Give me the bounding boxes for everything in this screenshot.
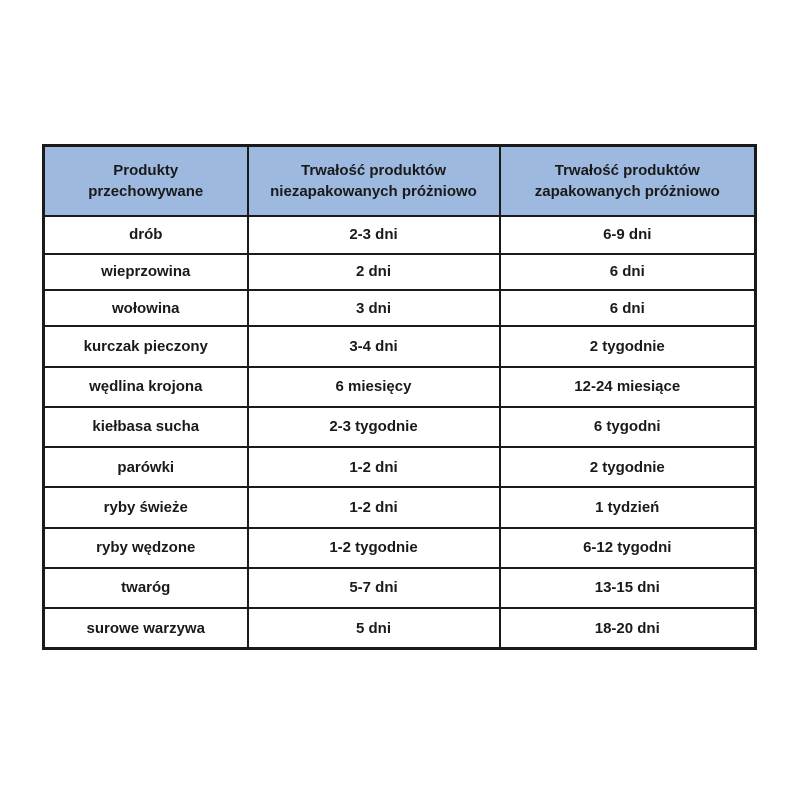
cell-product: ryby świeże [44,487,248,527]
cell-product: kiełbasa sucha [44,407,248,447]
table-row [44,407,756,447]
table-header-row [44,146,756,216]
cell-product: kurczak pieczony [44,326,248,366]
table-row [44,367,756,407]
header-unpacked-line1: Trwałość produktów [300,161,447,179]
cell-product: surowe warzywa [44,608,248,648]
header-vacuum [500,146,756,216]
cell-unpacked: 5-7 dni [248,568,500,608]
cell-unpacked: 2-3 tygodnie [248,407,500,447]
cell-unpacked: 6 miesięcy [248,367,500,407]
cell-unpacked: 3-4 dni [248,326,500,366]
cell-vacuum: 6-12 tygodni [500,528,756,568]
cell-unpacked: 1-2 dni [248,447,500,487]
cell-vacuum: 2 tygodnie [500,326,756,366]
header-vacuum-line1: Trwałość produktów [554,161,700,179]
cell-product: parówki [44,447,248,487]
table-row [44,447,756,487]
cell-product: ryby wędzone [44,528,248,568]
cell-unpacked: 2-3 dni [248,216,500,254]
storage-table-container [42,144,754,650]
cell-unpacked: 2 dni [248,254,500,290]
cell-vacuum: 18-20 dni [500,608,756,648]
header-products [44,146,248,216]
cell-unpacked: 3 dni [248,290,500,326]
cell-product: wołowina [44,290,248,326]
cell-vacuum: 12-24 miesiące [500,367,756,407]
cell-vacuum: 1 tydzień [500,487,756,527]
header-products-line1: Produkty [113,161,179,179]
cell-product: twaróg [44,568,248,608]
table-row [44,290,756,326]
cell-product: drób [44,216,248,254]
table-row [44,568,756,608]
table-row [44,326,756,366]
storage-table [42,144,757,650]
header-unpacked-line2: niezapakowanych próżniowo [270,182,477,200]
cell-vacuum: 6 dni [500,290,756,326]
cell-unpacked: 5 dni [248,608,500,648]
cell-vacuum: 6 dni [500,254,756,290]
cell-unpacked: 1-2 dni [248,487,500,527]
table-row [44,254,756,290]
header-unpacked [248,146,500,216]
table-row [44,487,756,527]
cell-vacuum: 6 tygodni [500,407,756,447]
table-row [44,608,756,648]
cell-vacuum: 2 tygodnie [500,447,756,487]
header-vacuum-line2: zapakowanych próżniowo [534,182,720,200]
cell-vacuum: 6-9 dni [500,216,756,254]
table-row [44,216,756,254]
cell-unpacked: 1-2 tygodnie [248,528,500,568]
cell-product: wieprzowina [44,254,248,290]
table-row [44,528,756,568]
header-products-line2: przechowywane [88,182,204,200]
cell-vacuum: 13-15 dni [500,568,756,608]
cell-product: wędlina krojona [44,367,248,407]
